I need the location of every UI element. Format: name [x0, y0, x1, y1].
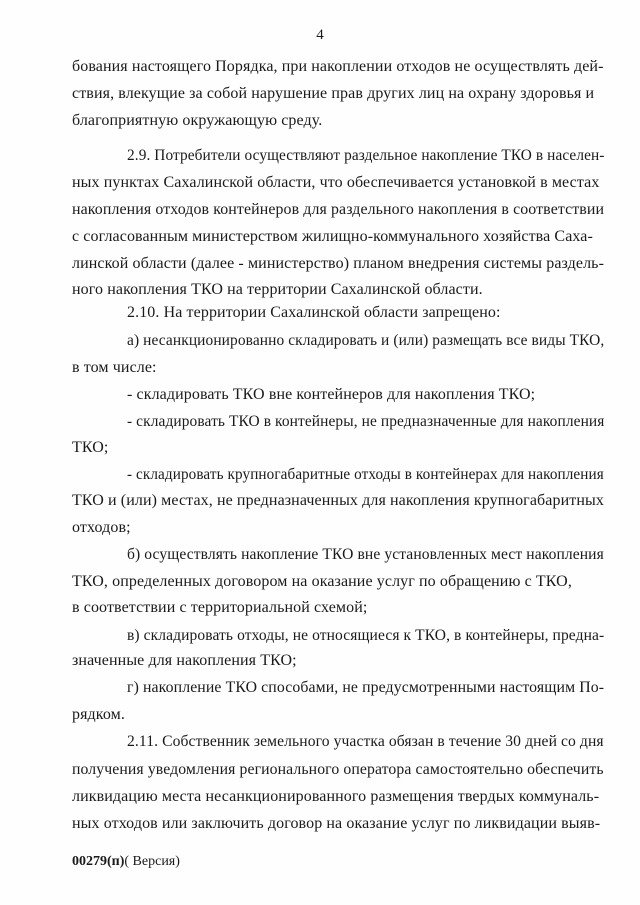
text-line: в соответствии с территориальной схемой; — [72, 599, 368, 616]
text-line: рядком. — [72, 706, 125, 723]
text-line: ликвидацию места несанкционированного размещения твердых коммуналь- — [72, 788, 600, 805]
text-line: в) складировать отходы, не относящиеся к ТКО, в контейнеры, предна- — [127, 627, 605, 644]
text-line: благоприятную окружающую среду. — [72, 112, 323, 129]
text-line: в том числе: — [72, 359, 157, 376]
text-line: 2.9. Потребители осуществляют раздельное накопление ТКО в населен- — [127, 147, 605, 164]
text-line: ных пунктах Сахалинской области, что обеспечивается установкой в местах — [72, 174, 600, 191]
text-line: - складировать ТКО вне контейнеров для накопления ТКО; — [127, 386, 536, 403]
text-line: - складировать ТКО в контейнеры, не предназначенные для накопления — [127, 413, 605, 430]
text-line: получения уведомления регионального оператора самостоятельно обеспечить — [72, 761, 604, 778]
text-line: отходов; — [72, 519, 131, 536]
text-line: с согласованным министерством жилищно-коммунального хозяйства Саха- — [72, 228, 593, 245]
text-line: а) несанкционированно складировать и (или) размещать все виды ТКО, — [127, 332, 605, 349]
text-line: г) накопление ТКО способами, не предусмотренными настоящим По- — [127, 679, 605, 696]
document-version: ( Версия) — [124, 854, 180, 869]
text-line: значенные для накопления ТКО; — [72, 652, 297, 669]
text-line: ТКО, определенных договором на оказание услуг по обращению с ТКО, — [72, 573, 572, 590]
text-line: ствия, влекущие за собой нарушение прав других лиц на охрану здоровья и — [72, 85, 595, 102]
document-code: 00279(п) — [72, 854, 125, 869]
text-line: - складировать крупногабаритные отходы в контейнерах для накопления — [127, 466, 604, 483]
text-line: накопления отходов контейнеров для раздельного накопления в соответствии — [72, 201, 605, 218]
text-line: 2.10. На территории Сахалинской области запрещено: — [127, 304, 501, 321]
page-number: 4 — [316, 27, 324, 43]
text-line: ных отходов или заключить договор на оказание услуг по ликвидации выяв- — [72, 815, 601, 832]
document-footer — [72, 854, 180, 870]
text-line: б) осуществлять накопление ТКО вне установленных мест накопления — [127, 546, 604, 563]
text-line: бования настоящего Порядка, при накоплении отходов не осуществлять дей- — [72, 58, 604, 75]
text-line: ного накопления ТКО на территории Сахалинской области. — [72, 281, 483, 298]
text-line: линской области (далее - министерство) планом внедрения системы раздель- — [72, 255, 605, 272]
text-line: ТКО и (или) местах, не предназначенных для накопления крупногабаритных — [72, 492, 604, 509]
text-line: ТКО; — [72, 439, 109, 456]
text-line: 2.11. Собственник земельного участка обязан в течение 30 дней со дня — [127, 733, 604, 750]
